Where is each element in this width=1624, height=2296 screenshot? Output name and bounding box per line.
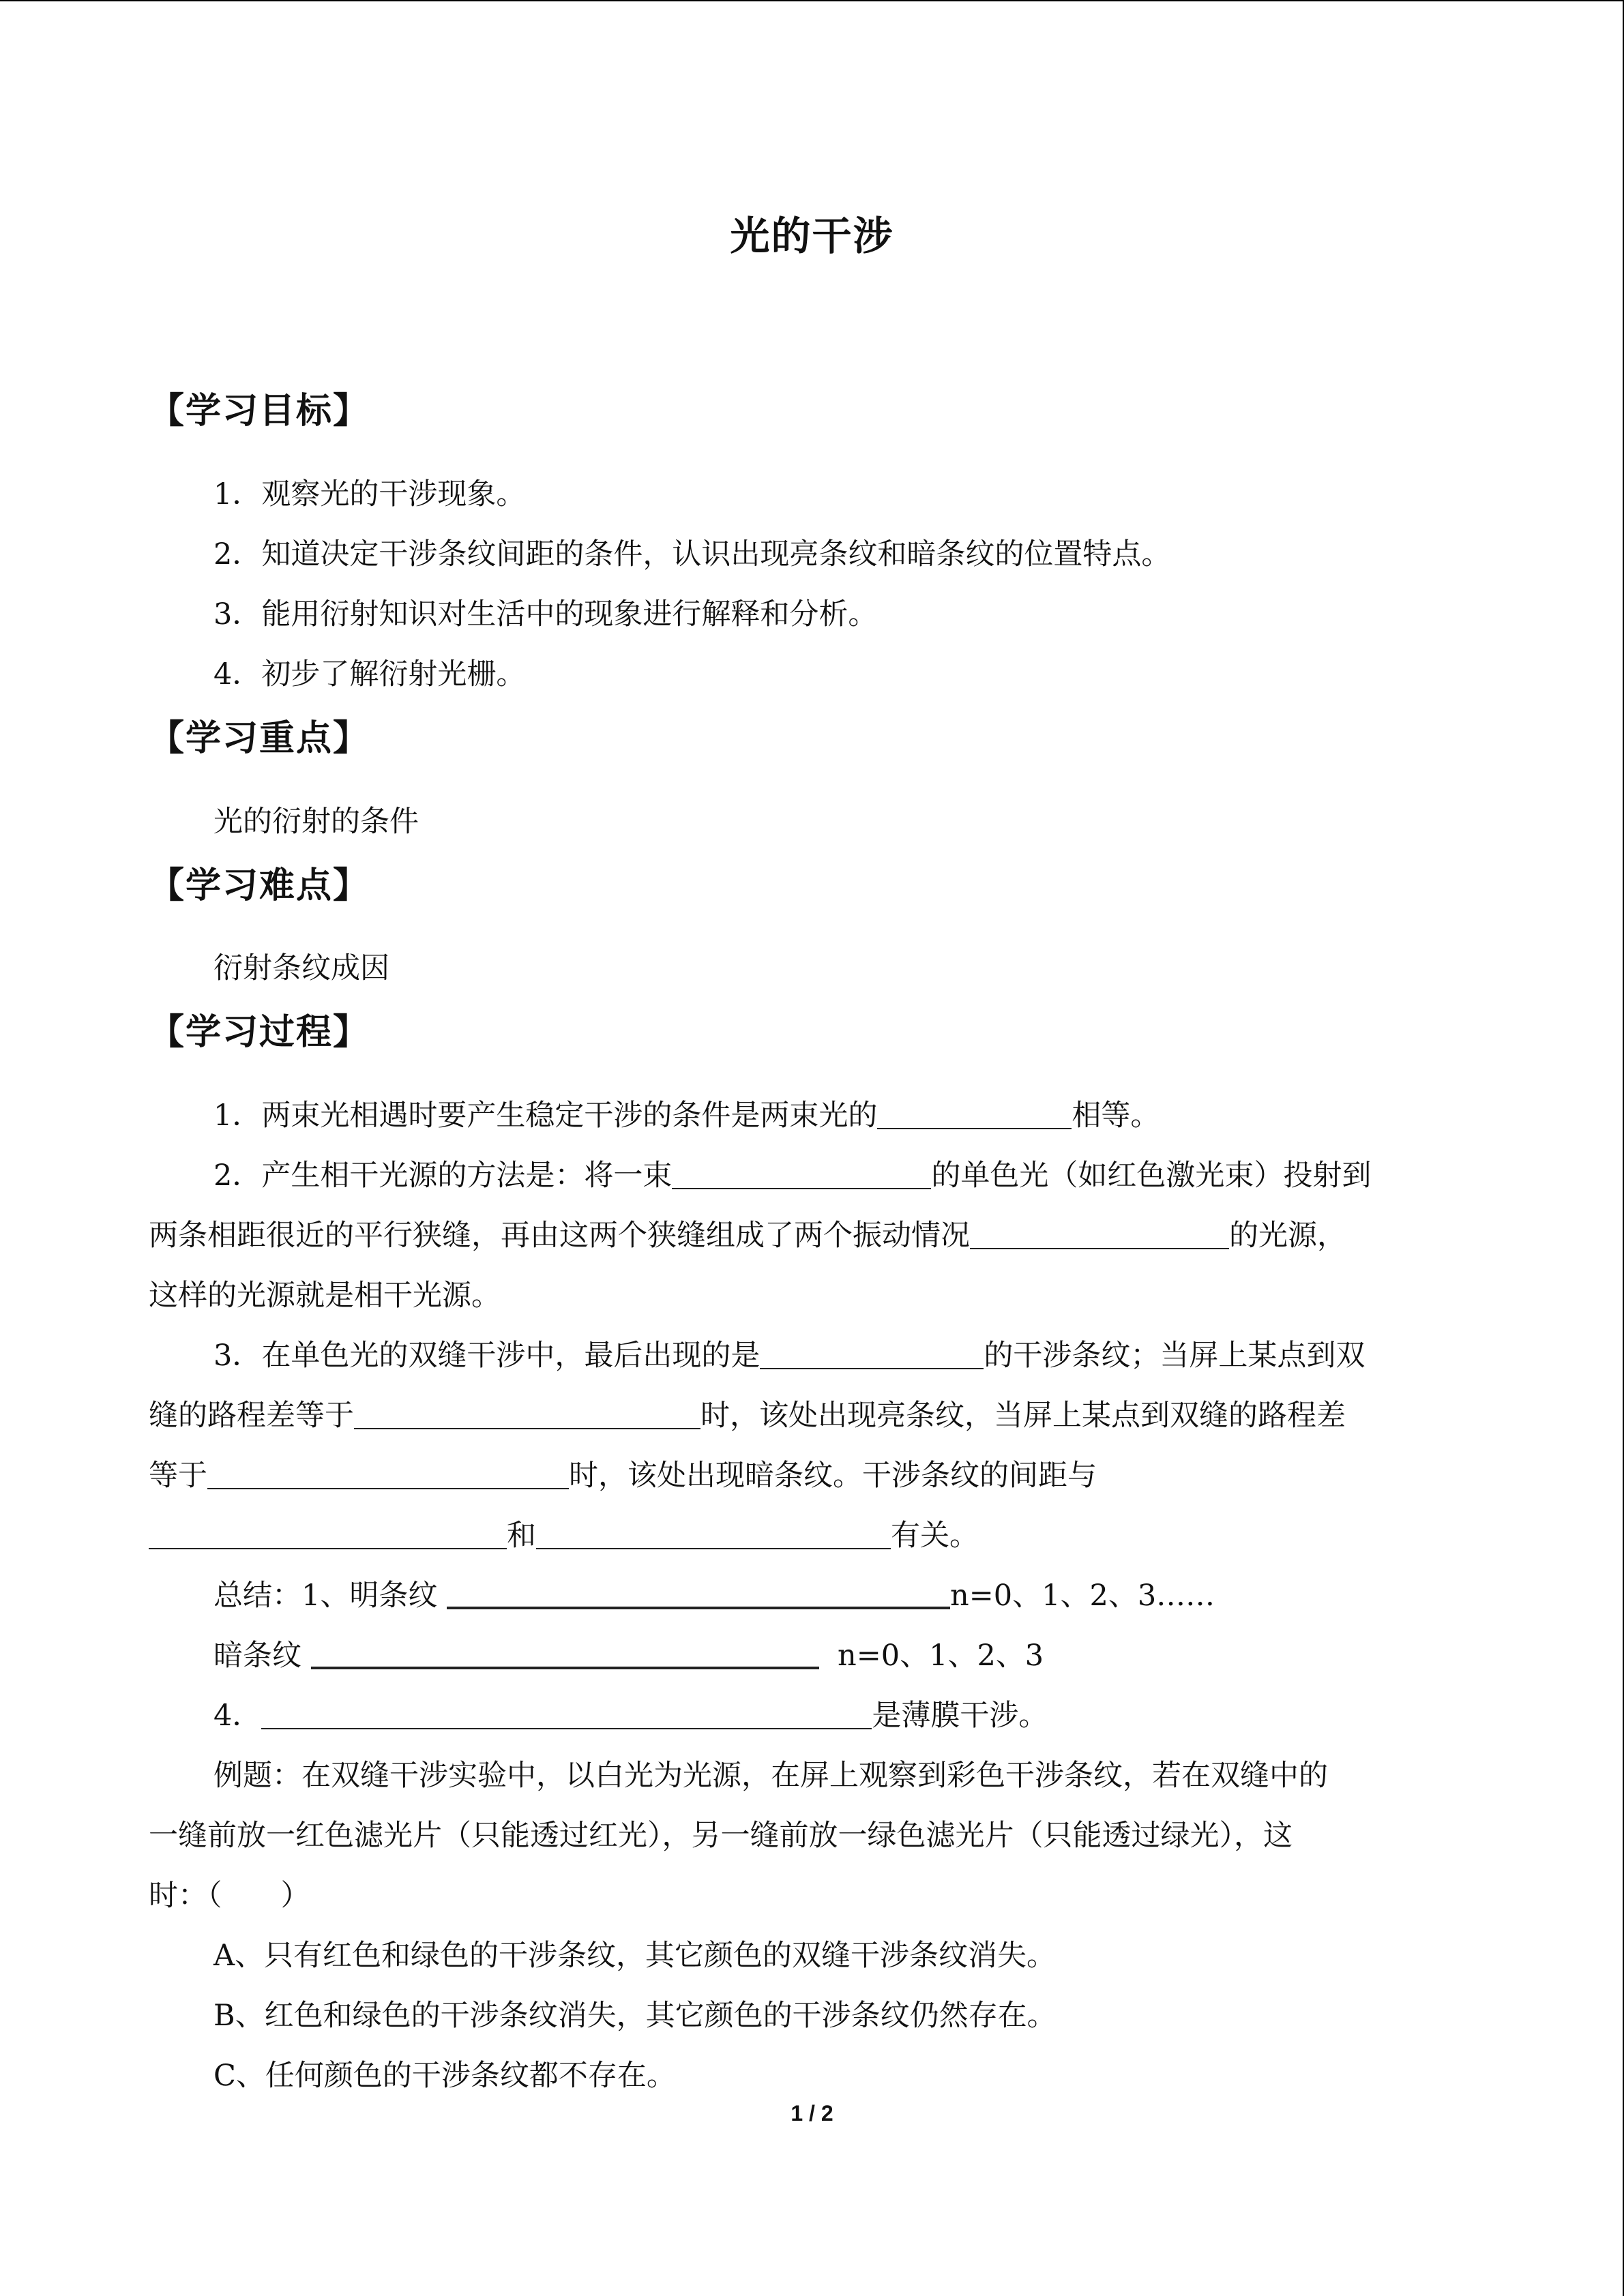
objective-item-2: 2．知道决定干涉条纹间距的条件，认识出现亮条纹和暗条纹的位置特点。 [213,537,1171,571]
question-3-blank-1[interactable] [760,1341,984,1369]
question-3-line-3 [149,1459,1097,1494]
summary-dark [213,1639,1044,1674]
question-2-blank-2[interactable] [970,1221,1229,1249]
question-3-line-4 [149,1519,979,1554]
objective-item-3: 3．能用衍射知识对生活中的现象进行解释和分析。 [213,597,878,631]
summary-dark-label: 暗条纹 [213,1639,301,1673]
question-1-blank[interactable] [877,1101,1072,1129]
objectives-heading: 【学习目标】 [149,391,370,432]
question-3-text-f: 时，该处出现暗条纹。干涉条纹的间距与 [569,1459,1097,1493]
question-4-text-a: 4． [213,1699,262,1733]
question-3-blank-5[interactable] [536,1521,891,1549]
question-2-text-b: 的单色光（如红色激光束）投射到 [931,1159,1372,1193]
page-title: 光的干涉 [730,213,894,259]
question-3-text-h: 有关。 [891,1519,979,1553]
option-b: B、红色和绿色的干涉条纹消失，其它颜色的干涉条纹仍然存在。 [213,1999,1057,2033]
example-line-2: 一缝前放一红色滤光片（只能透过红光），另一缝前放一绿色滤光片（只能透过绿光），这 [149,1819,1293,1853]
summary-dark-blank[interactable] [311,1639,819,1669]
question-4 [213,1699,1048,1734]
question-3-text-b: 的干涉条纹；当屏上某点到双 [984,1339,1365,1373]
difficulties-text: 衍射条纹成因 [213,951,389,985]
example-line-1: 例题：在双缝干涉实验中，以白光为光源，在屏上观察到彩色干涉条纹，若在双缝中的 [213,1759,1328,1793]
summary-label: 总结：1、明条纹 [213,1579,438,1613]
question-2-text-a: 2．产生相干光源的方法是：将一束 [213,1159,673,1193]
question-2-line-1 [213,1159,1371,1194]
question-3-line-2 [149,1399,1346,1434]
summary-bright-n: n=0、1、2、3…… [950,1579,1215,1613]
question-3-text-c: 缝的路程差等于 [149,1399,354,1433]
question-3-text-e: 等于 [149,1459,207,1493]
question-3-blank-3[interactable] [207,1461,569,1489]
question-1-text-b: 相等。 [1072,1099,1160,1133]
difficulties-heading: 【学习难点】 [149,865,370,906]
page-number: 1 / 2 [791,2101,833,2126]
question-2-line-2 [149,1219,1346,1254]
option-c: C、任何颜色的干涉条纹都不存在。 [213,2059,676,2093]
key-points-heading: 【学习重点】 [149,718,370,759]
question-3-text-d: 时，该处出现亮条纹，当屏上某点到双缝的路程差 [700,1399,1346,1433]
objective-item-4: 4．初步了解衍射光栅。 [213,657,526,691]
question-1-text-a: 1．两束光相遇时要产生稳定干涉的条件是两束光的 [213,1099,878,1133]
question-2-text-d: 的光源， [1229,1219,1346,1253]
question-3-text-g: 和 [507,1519,536,1553]
example-line-3: 时：（ ） [149,1879,310,1913]
summary-bright [213,1579,1215,1614]
question-1 [213,1099,1160,1134]
question-3-line-1 [213,1339,1365,1374]
question-3-text-a: 3．在单色光的双缝干涉中，最后出现的是 [213,1339,761,1373]
question-4-text-b: 是薄膜干涉。 [872,1699,1048,1733]
summary-bright-blank[interactable] [447,1579,950,1609]
summary-dark-n: n=0、1、2、3 [838,1639,1044,1673]
option-a: A、只有红色和绿色的干涉条纹，其它颜色的双缝干涉条纹消失。 [213,1939,1057,1973]
objective-item-1: 1．观察光的干涉现象。 [213,477,526,511]
question-3-blank-4[interactable] [149,1521,507,1549]
question-2-blank-1[interactable] [672,1161,931,1189]
key-points-text: 光的衍射的条件 [213,805,419,839]
process-heading: 【学习过程】 [149,1012,370,1053]
question-2-text-c: 两条相距很近的平行狭缝，再由这两个狭缝组成了两个振动情况 [149,1219,970,1253]
question-3-blank-2[interactable] [354,1401,700,1429]
question-2-line-3: 这样的光源就是相干光源。 [149,1279,501,1313]
question-4-blank[interactable] [261,1701,872,1729]
